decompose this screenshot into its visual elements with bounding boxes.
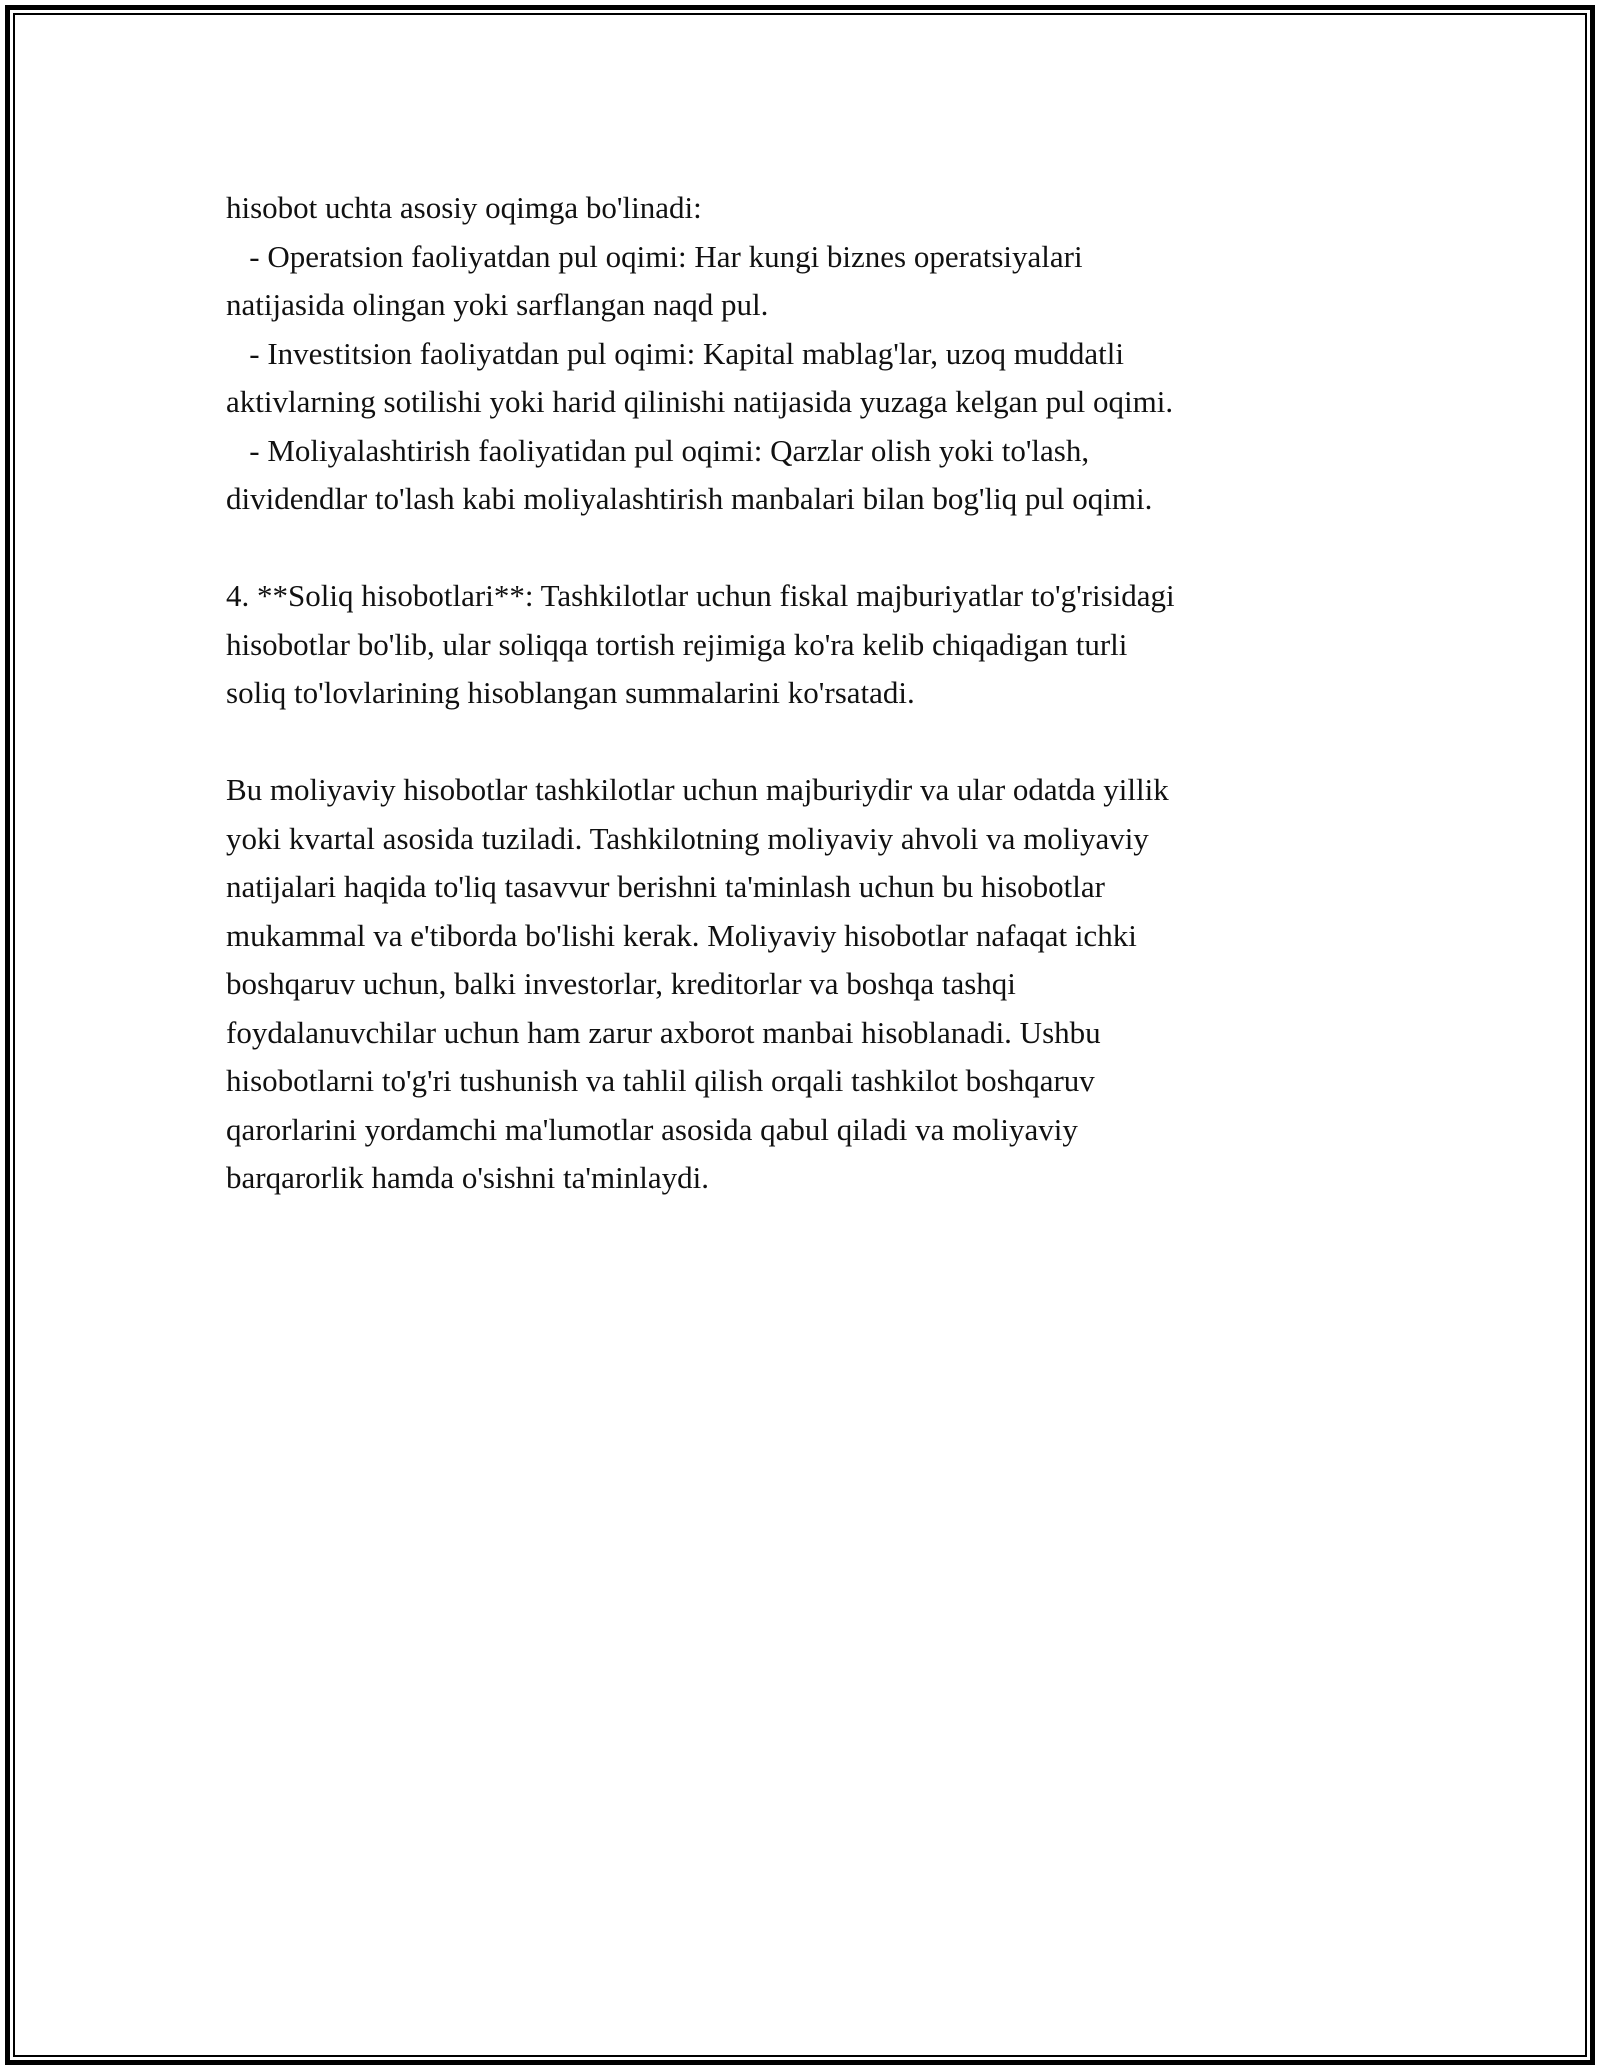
text-line: - Moliyalashtirish faoliyatidan pul oqimi: Qarzlar olish yoki to'lash,: [226, 432, 1090, 468]
text-line: mukammal va e'tiborda bo'lishi kerak. Moliyaviy hisobotlar nafaqat ichki: [226, 917, 1137, 953]
document-body: [226, 184, 1386, 1203]
paragraph-gap: [226, 524, 1386, 573]
text-line: Bu moliyaviy hisobotlar tashkilotlar uchun majburiydir va ular odatda yillik: [226, 772, 1169, 807]
text-line: - Investitsion faoliyatdan pul oqimi: Kapital mablag'lar, uzoq muddatli: [226, 335, 1124, 371]
item-4-tax-reports: [226, 572, 1386, 718]
cash-flow-bullet-financing: [226, 427, 1386, 524]
text-line: aktivlarning sotilishi yoki harid qilinishi natijasida yuzaga kelgan pul oqimi.: [226, 384, 1174, 419]
text-line: qarorlarini yordamchi ma'lumotlar asosida qabul qiladi va moliyaviy: [226, 1111, 1078, 1147]
text-line: natijasida olingan yoki sarflangan naqd pul.: [226, 287, 769, 322]
text-line: hisobot uchta asosiy oqimga bo'linadi:: [226, 190, 702, 225]
text-line: dividendlar to'lash kabi moliyalashtirish manbalari bilan bog'liq pul oqimi.: [226, 481, 1153, 516]
text-line: hisobotlarni to'g'ri tushunish va tahlil qilish orqali tashkilot boshqaruv: [226, 1063, 1095, 1098]
cash-flow-bullet-investing: [226, 330, 1386, 427]
cash-flow-bullet-operating: [226, 233, 1386, 330]
intro-paragraph: [226, 184, 1386, 233]
text-line: yoki kvartal asosida tuziladi. Tashkilotning moliyaviy ahvoli va moliyaviy: [226, 820, 1149, 856]
text-line: soliq to'lovlarining hisoblangan summalarini ko'rsatadi.: [226, 675, 915, 710]
text-line: hisobotlar bo'lib, ular soliqqa tortish rejimiga ko'ra kelib chiqadigan turli: [226, 626, 1128, 662]
paragraph-gap: [226, 718, 1386, 767]
text-line: boshqaruv uchun, balki investorlar, kreditorlar va boshqa tashqi: [226, 966, 1016, 1001]
text-line: barqarorlik hamda o'sishni ta'minlaydi.: [226, 1160, 709, 1195]
text-line: natijalari haqida to'liq tasavvur berishni ta'minlash uchun bu hisobotlar: [226, 869, 1105, 904]
text-line: - Operatsion faoliyatdan pul oqimi: Har kungi biznes operatsiyalari: [226, 238, 1083, 274]
conclusion-paragraph: [226, 766, 1386, 1203]
text-line: 4. **Soliq hisobotlari**: Tashkilotlar uchun fiskal majburiyatlar to'g'risidagi: [226, 578, 1175, 613]
text-line: foydalanuvchilar uchun ham zarur axborot manbai hisoblanadi. Ushbu: [226, 1014, 1101, 1050]
